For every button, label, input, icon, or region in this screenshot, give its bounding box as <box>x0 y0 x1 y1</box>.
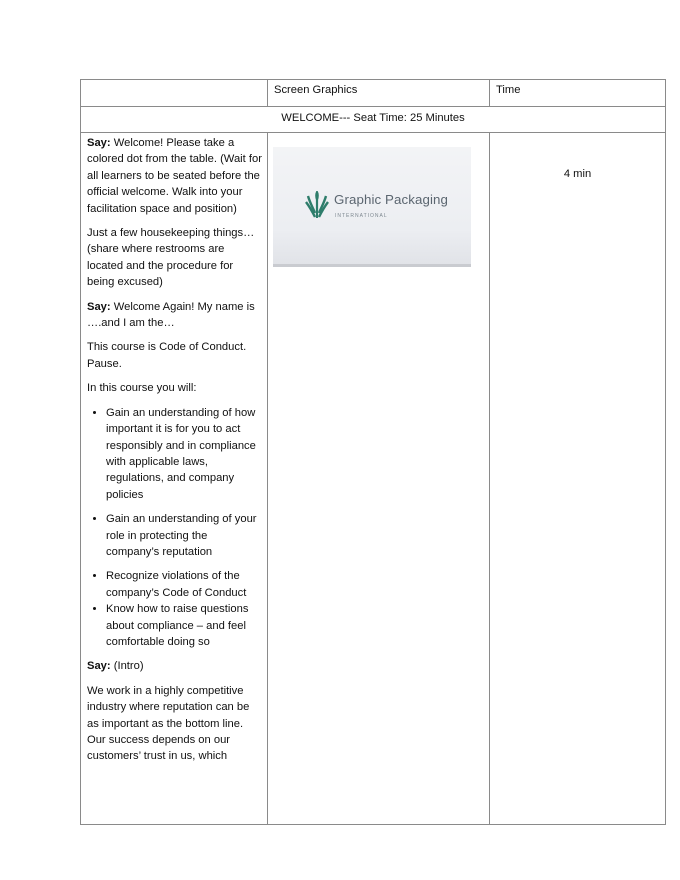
script-paragraph: We work in a highly competitive industry where reputation can be as important as the bottom line. Our success depends on our customers’ trust in us, which <box>87 684 250 763</box>
script-text: Welcome Again! My name is ….and I am the… <box>87 300 255 330</box>
say-label: Say: <box>87 660 111 673</box>
header-row <box>81 80 666 107</box>
list-item: • Recognize violations of the company’s Code of Conduct <box>106 568 262 601</box>
list-item: • Gain an understanding of your role in protecting the company’s reputation <box>106 511 262 560</box>
objectives-list <box>87 405 262 561</box>
script-paragraph <box>87 135 262 217</box>
say-label: Say: <box>87 137 111 149</box>
section-row <box>81 107 666 133</box>
script-text: (Intro) <box>110 660 144 673</box>
script-paragraph: Just a few housekeeping things…(share where restrooms are located and the procedure for being excused) <box>87 227 255 289</box>
content-row <box>81 133 666 825</box>
list-item: • Gain an understanding of how important it is for you to act responsibly and in compliance with applicable laws, regulations, and company policies <box>106 405 262 503</box>
script-table <box>80 79 666 825</box>
script-paragraph: In this course you will: <box>87 382 197 395</box>
logo-subtitle: INTERNATIONAL <box>335 213 388 219</box>
screen-graphics-cell <box>268 133 490 825</box>
script-text: Welcome! Please take a colored dot from the table. (Wait for all learners to be seated before the official welcome. Walk into your facilitation space and position) <box>87 137 262 215</box>
leaf-logo-icon <box>304 191 330 219</box>
say-label: Say: <box>87 300 111 313</box>
section-title: WELCOME--- Seat Time: 25 Minutes <box>81 107 666 133</box>
list-item: • Know how to raise questions about compliance – and feel comfortable doing so <box>106 601 262 650</box>
header-cell-script <box>81 80 268 107</box>
script-paragraph <box>87 299 262 332</box>
script-paragraph: This course is Code of Conduct. Pause. <box>87 341 247 370</box>
header-cell-screen-graphics: Screen Graphics <box>268 80 490 107</box>
header-cell-time: Time <box>490 80 666 107</box>
facilitator-script-cell <box>81 133 268 825</box>
logo-wordmark: Graphic Packaging <box>334 192 449 207</box>
slide-thumbnail <box>273 147 471 267</box>
time-cell: 4 min <box>490 133 666 825</box>
objectives-list <box>87 568 262 650</box>
script-paragraph <box>87 658 262 674</box>
